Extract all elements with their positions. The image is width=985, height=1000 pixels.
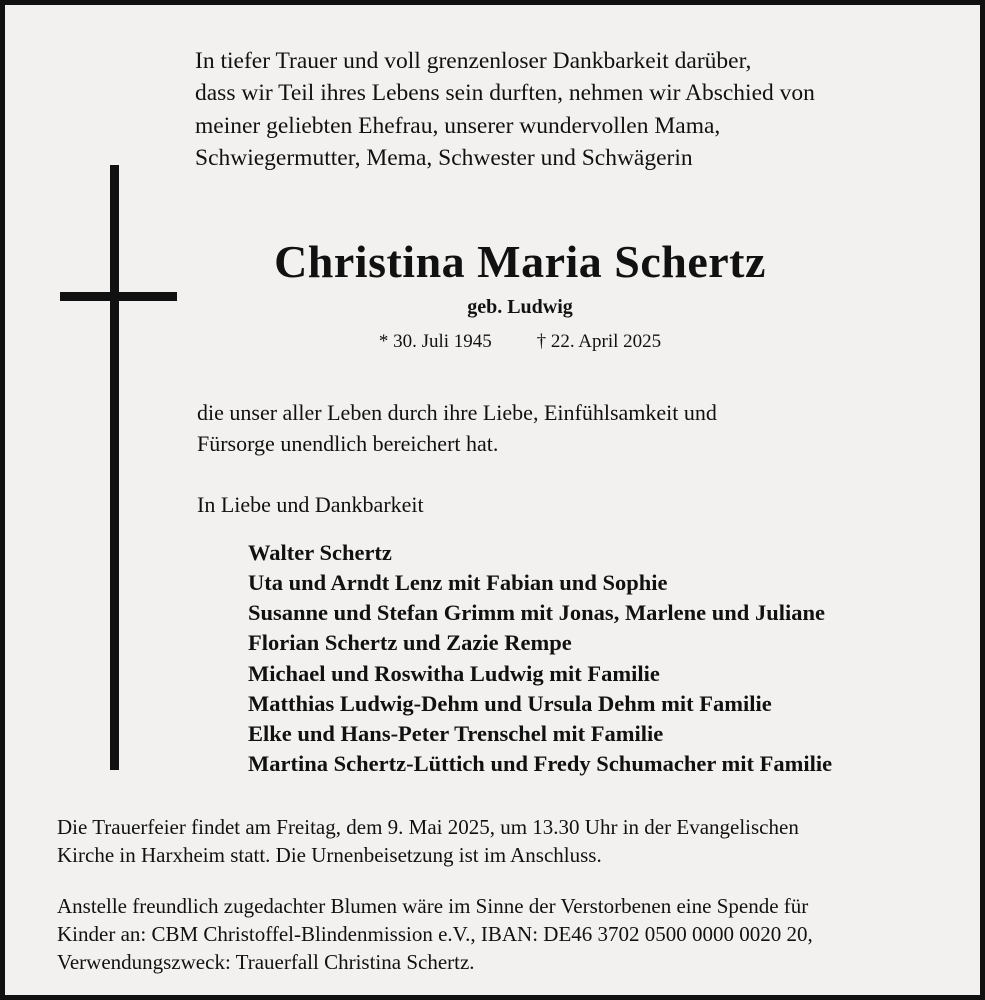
donation-line: Verwendungszweck: Trauerfall Christina Schertz. [57,950,475,975]
list-item: Walter Schertz [248,540,392,565]
family-list [248,538,968,779]
donation-line: Anstelle freundlich zugedachter Blumen wäre im Sinne der Verstorbenen eine Spende für [57,893,809,918]
donation-line: Kinder an: CBM Christoffel-Blindenmission e.V., IBAN: DE46 3702 0500 0000 0020 20, [57,922,813,947]
list-item: Florian Schertz und Zazie Rempe [248,630,572,656]
intro-line: meiner geliebten Ehefrau, unserer wundervollen Mama, [195,112,721,139]
list-item: Matthias Ludwig-Dehm und Ursula Dehm mit Familie [248,690,772,716]
list-item: Uta und Arndt Lenz mit Fabian und Sophie [248,570,668,596]
donation-details [57,892,947,977]
list-item: Michael und Roswitha Ludwig mit Familie [248,660,660,686]
tribute-text [197,397,967,521]
tribute-line: die unser aller Leben durch ihre Liebe, Einfühlsamkeit und [197,400,717,425]
notice-inner [5,5,980,995]
life-dates [5,331,985,353]
deceased-name: Christina Maria Schertz [274,236,766,287]
birth-date: * 30. Juli 1945 [378,330,492,352]
service-details [57,813,947,870]
closing-line: In Liebe und Dankbarkeit [197,492,424,518]
list-item: Elke und Hans-Peter Trenschel mit Familie [248,720,664,746]
intro-text [195,45,955,175]
intro-line: dass wir Teil ihres Lebens sein durften, nehmen wir Abschied von [195,80,815,107]
footer-text [57,813,947,977]
intro-line: In tiefer Trauer und voll grenzenloser Dankbarkeit darüber, [195,48,752,74]
tribute-line: Fürsorge unendlich bereichert hat. [197,431,499,457]
list-item: Susanne und Stefan Grimm mit Jonas, Marlene und Juliane [248,600,825,626]
maiden-name: geb. Ludwig [467,295,573,318]
list-item: Martina Schertz-Lüttich und Fredy Schumacher mit Familie [248,750,833,776]
intro-line: Schwiegermutter, Mema, Schwester und Schwägerin [195,145,693,172]
death-date: † 22. April 2025 [536,330,662,352]
name-block [5,237,985,353]
service-line: Kirche in Harxheim statt. Die Urnenbeisetzung ist im Anschluss. [57,843,602,868]
service-line: Die Trauerfeier findet am Freitag, dem 9. Mai 2025, um 13.30 Uhr in der Evangelischen [57,815,799,839]
